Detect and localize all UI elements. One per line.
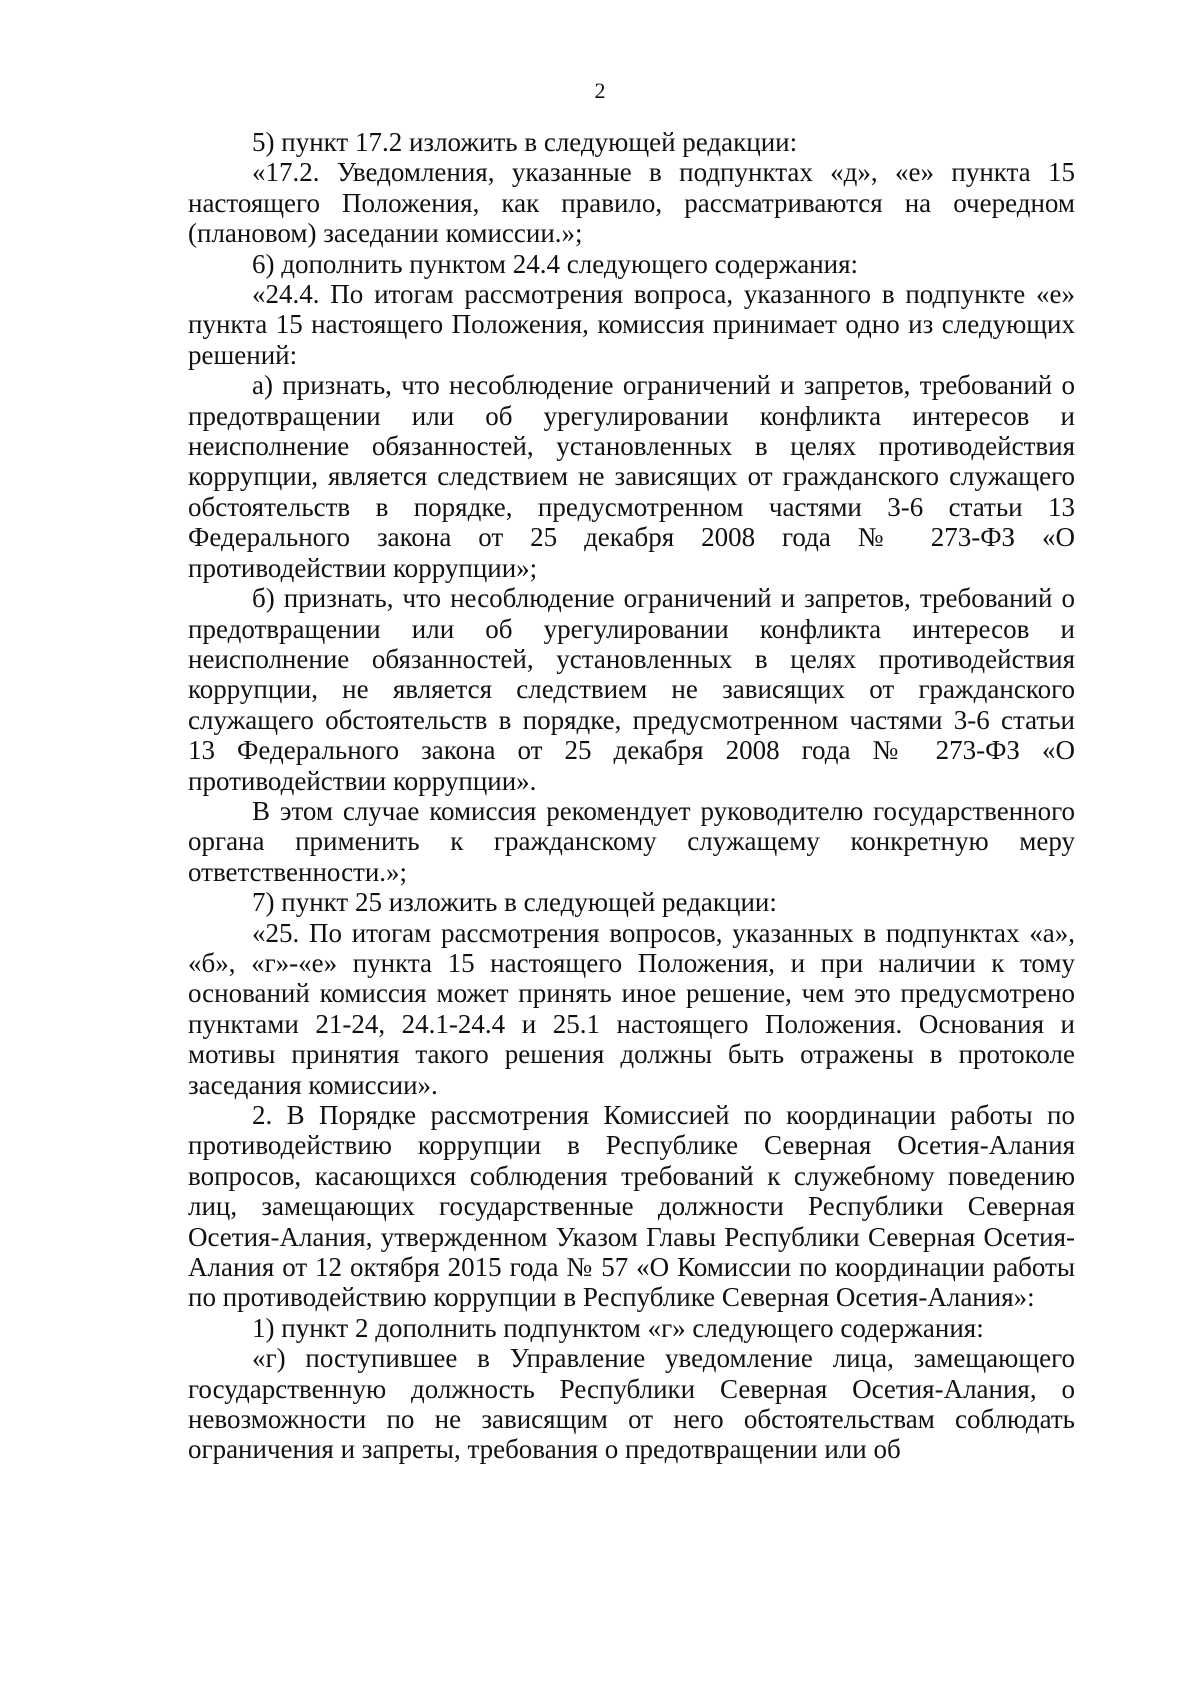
paragraph-item-24-4-text: «24.4. По итогам рассмотрения вопроса, указанного в подпункте «е» пункта 15 настоящего Положения, комиссия принимает одно из следующих решений:	[188, 279, 1075, 370]
paragraph-item-17-2-text: «17.2. Уведомления, указанные в подпунктах «д», «е» пункта 15 настоящего Положения, как правило, рассматриваются на очередном (плановом) заседании комиссии.»;	[188, 157, 1075, 249]
paragraph-section-2: 2. В Порядке рассмотрения Комиссией по координации работы по противодействию коррупции в Республике Северная Осетия-Алания вопросов, касающихся соблюдения требований к служебному поведению лиц, замещающих государственные должности Республики Северная Осетия-Алания, утвержденном Указом Главы Республики Северная Осетия-Алания от 12 октября 2015 года № 57 «О Комиссии по координации работы по противодействию коррупции в Республике Северная Осетия-Алания»:	[188, 1100, 1075, 1313]
paragraph-item-25-text: «25. По итогам рассмотрения вопросов, указанных в подпунктах «а», «б», «г»-«е» пункта 15 настоящего Положения, и при наличии к тому оснований комиссия может принять иное решение, чем это предусмотрено пунктами 21-24, 24.1-24.4 и 25.1 настоящего Положения. Основания и мотивы принятия такого решения должны быть отражены в протоколе заседания комиссии».	[188, 917, 1075, 1100]
paragraph-item-6: 6) дополнить пунктом 24.4 следующего содержания:	[252, 248, 859, 279]
paragraph-subitem-g: «г) поступившее в Управление уведомление лица, замещающего государственную должность Республики Северная Осетия-Алания, о невозможности по не зависящим от него обстоятельствам соблюдать ограничения и запреты, требования о предотвращении или об	[188, 1343, 1075, 1465]
paragraph-section-2-item-1: 1) пункт 2 дополнить подпунктом «г» следующего содержания:	[252, 1312, 984, 1343]
document-body	[188, 127, 1075, 1465]
paragraph-subitem-b: б) признать, что несоблюдение ограничений и запретов, требований о предотвращении или об урегулировании конфликта интересов и неисполнение обязанностей, установленных в целях противодействия коррупции, не является следствием не зависящих от гражданского служащего обстоятельств в порядке, предусмотренном частями 3-6 статьи 13 Федерального закона от 25 декабря 2008 года № 273-ФЗ «О противодействии коррупции».	[188, 583, 1075, 796]
paragraph-subitem-a: а) признать, что несоблюдение ограничений и запретов, требований о предотвращении или об урегулировании конфликта интересов и неисполнение обязанностей, установленных в целях противодействия коррупции, является следствием не зависящих от гражданского служащего обстоятельств в порядке, предусмотренном частями 3-6 статьи 13 Федерального закона от 25 декабря 2008 года № 273-ФЗ «О противодействии коррупции»;	[188, 370, 1075, 583]
paragraph-item-5: 5) пункт 17.2 изложить в следующей редакции:	[252, 127, 798, 157]
paragraph-item-7: 7) пункт 25 изложить в следующей редакции:	[252, 887, 777, 918]
paragraph-recommendation: В этом случае комиссия рекомендует руководителю государственного органа применить к гражданскому служащему конкретную меру ответственности.»;	[188, 795, 1075, 887]
page-number: 2	[594, 78, 606, 103]
